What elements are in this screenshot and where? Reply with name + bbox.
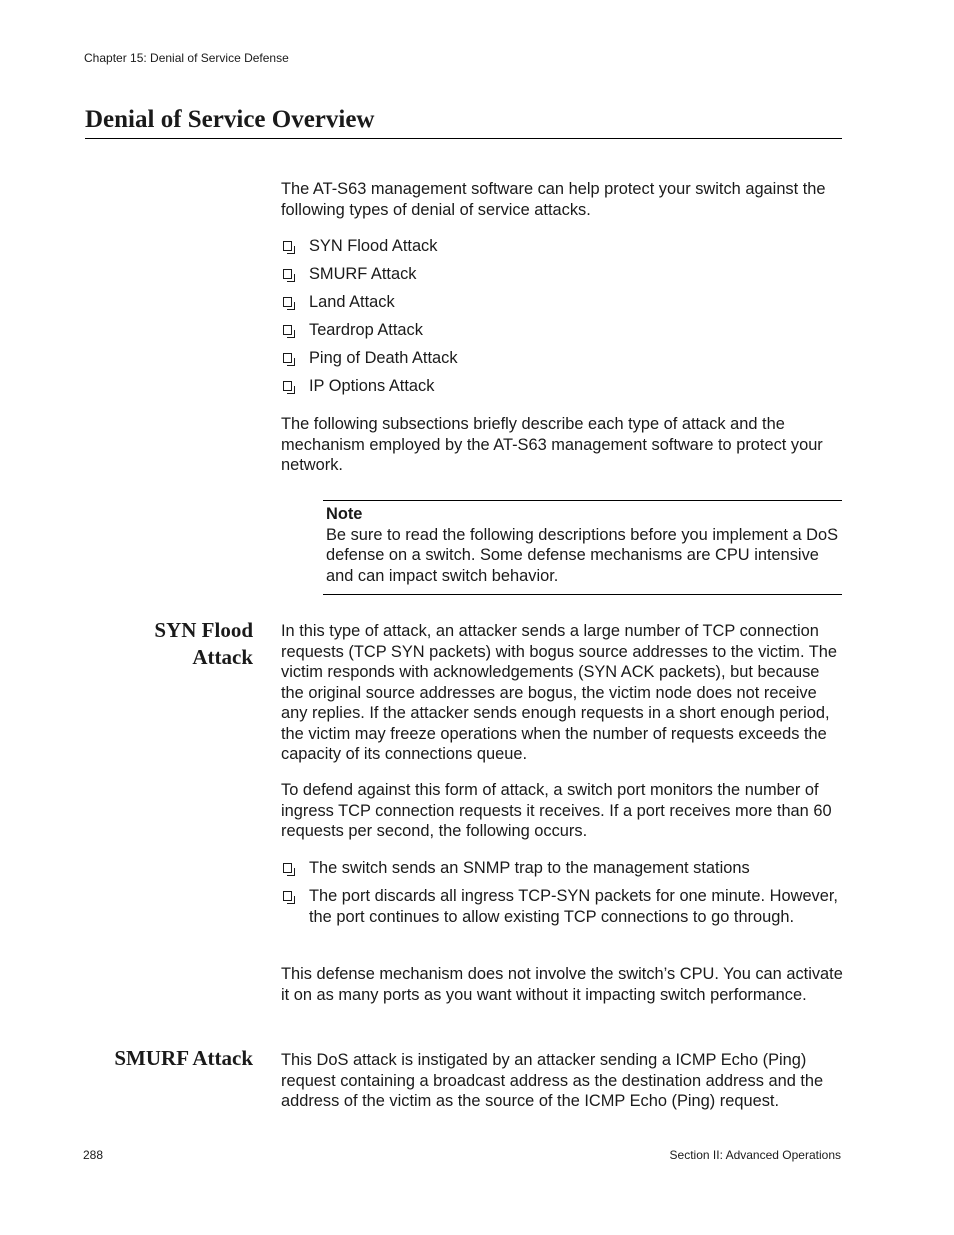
syn-paragraph-2: To defend against this form of attack, a switch port monitors the number of ingress TCP connection requests it receives. If a port receives more than 60 requests per second, the following occurs.: [281, 781, 832, 840]
footer-section: Section II: Advanced Operations: [669, 1148, 841, 1162]
note-box: [323, 500, 842, 595]
list-item: The port discards all ingress TCP-SYN packets for one minute. However, the port continues to allow existing TCP connections to go through.: [281, 886, 843, 927]
smurf-paragraph-1: This DoS attack is instigated by an attacker sending a ICMP Echo (Ping) request containing a broadcast address as the destination address and the address of the victim as the source of the ICMP Echo (Ping) request.: [281, 1051, 824, 1110]
syn-flood-heading: SYN Flood Attack: [154, 618, 253, 669]
checkbox-bullet-icon: [283, 353, 292, 363]
checkbox-bullet-icon: [283, 297, 292, 307]
list-item: IP Options Attack: [281, 376, 843, 397]
note-text: Be sure to read the following descriptions before you implement a DoS defense on a switch. Some defense mechanisms are CPU intensive and can impact switch behavior.: [326, 525, 839, 585]
syn-defense-list: [281, 858, 843, 935]
running-head: Chapter 15: Denial of Service Defense: [84, 51, 289, 65]
attack-list: [281, 236, 843, 404]
checkbox-bullet-icon: [283, 325, 292, 335]
syn-paragraph-1: In this type of attack, an attacker sends a large number of TCP connection requests (TCP SYN packets) with bogus source addresses to the victim. The victim responds with acknowledgements (SYN ACK packets), but because the original source addresses are bogus, the victim node does not receive any replies. If the attacker sends enough requests in a short enough period, the victim may freeze operations when the number of requests exceeds the capacity of its connections queue.: [281, 622, 838, 763]
list-item: The switch sends an SNMP trap to the management stations: [281, 858, 843, 879]
smurf-heading: SMURF Attack: [114, 1046, 253, 1070]
page-number: 288: [83, 1148, 104, 1162]
subsections-intro: The following subsections briefly describe each type of attack and the mechanism employed by the AT-S63 management software to protect your network.: [281, 415, 823, 474]
list-item: Land Attack: [281, 292, 843, 313]
list-item: SYN Flood Attack: [281, 236, 843, 257]
checkbox-bullet-icon: [283, 241, 292, 251]
list-item: Ping of Death Attack: [281, 348, 843, 369]
intro-paragraph: The AT-S63 management software can help protect your switch against the following types of denial of service attacks.: [281, 180, 826, 219]
checkbox-bullet-icon: [283, 269, 292, 279]
checkbox-bullet-icon: [283, 381, 292, 391]
page-title: Denial of Service Overview: [85, 106, 842, 139]
syn-paragraph-3: This defense mechanism does not involve the switch’s CPU. You can activate it on as many ports as you want without it impacting switch performance.: [281, 965, 843, 1004]
list-item: SMURF Attack: [281, 264, 843, 285]
checkbox-bullet-icon: [283, 891, 292, 901]
list-item: Teardrop Attack: [281, 320, 843, 341]
checkbox-bullet-icon: [283, 863, 292, 873]
note-label: Note: [326, 505, 363, 523]
